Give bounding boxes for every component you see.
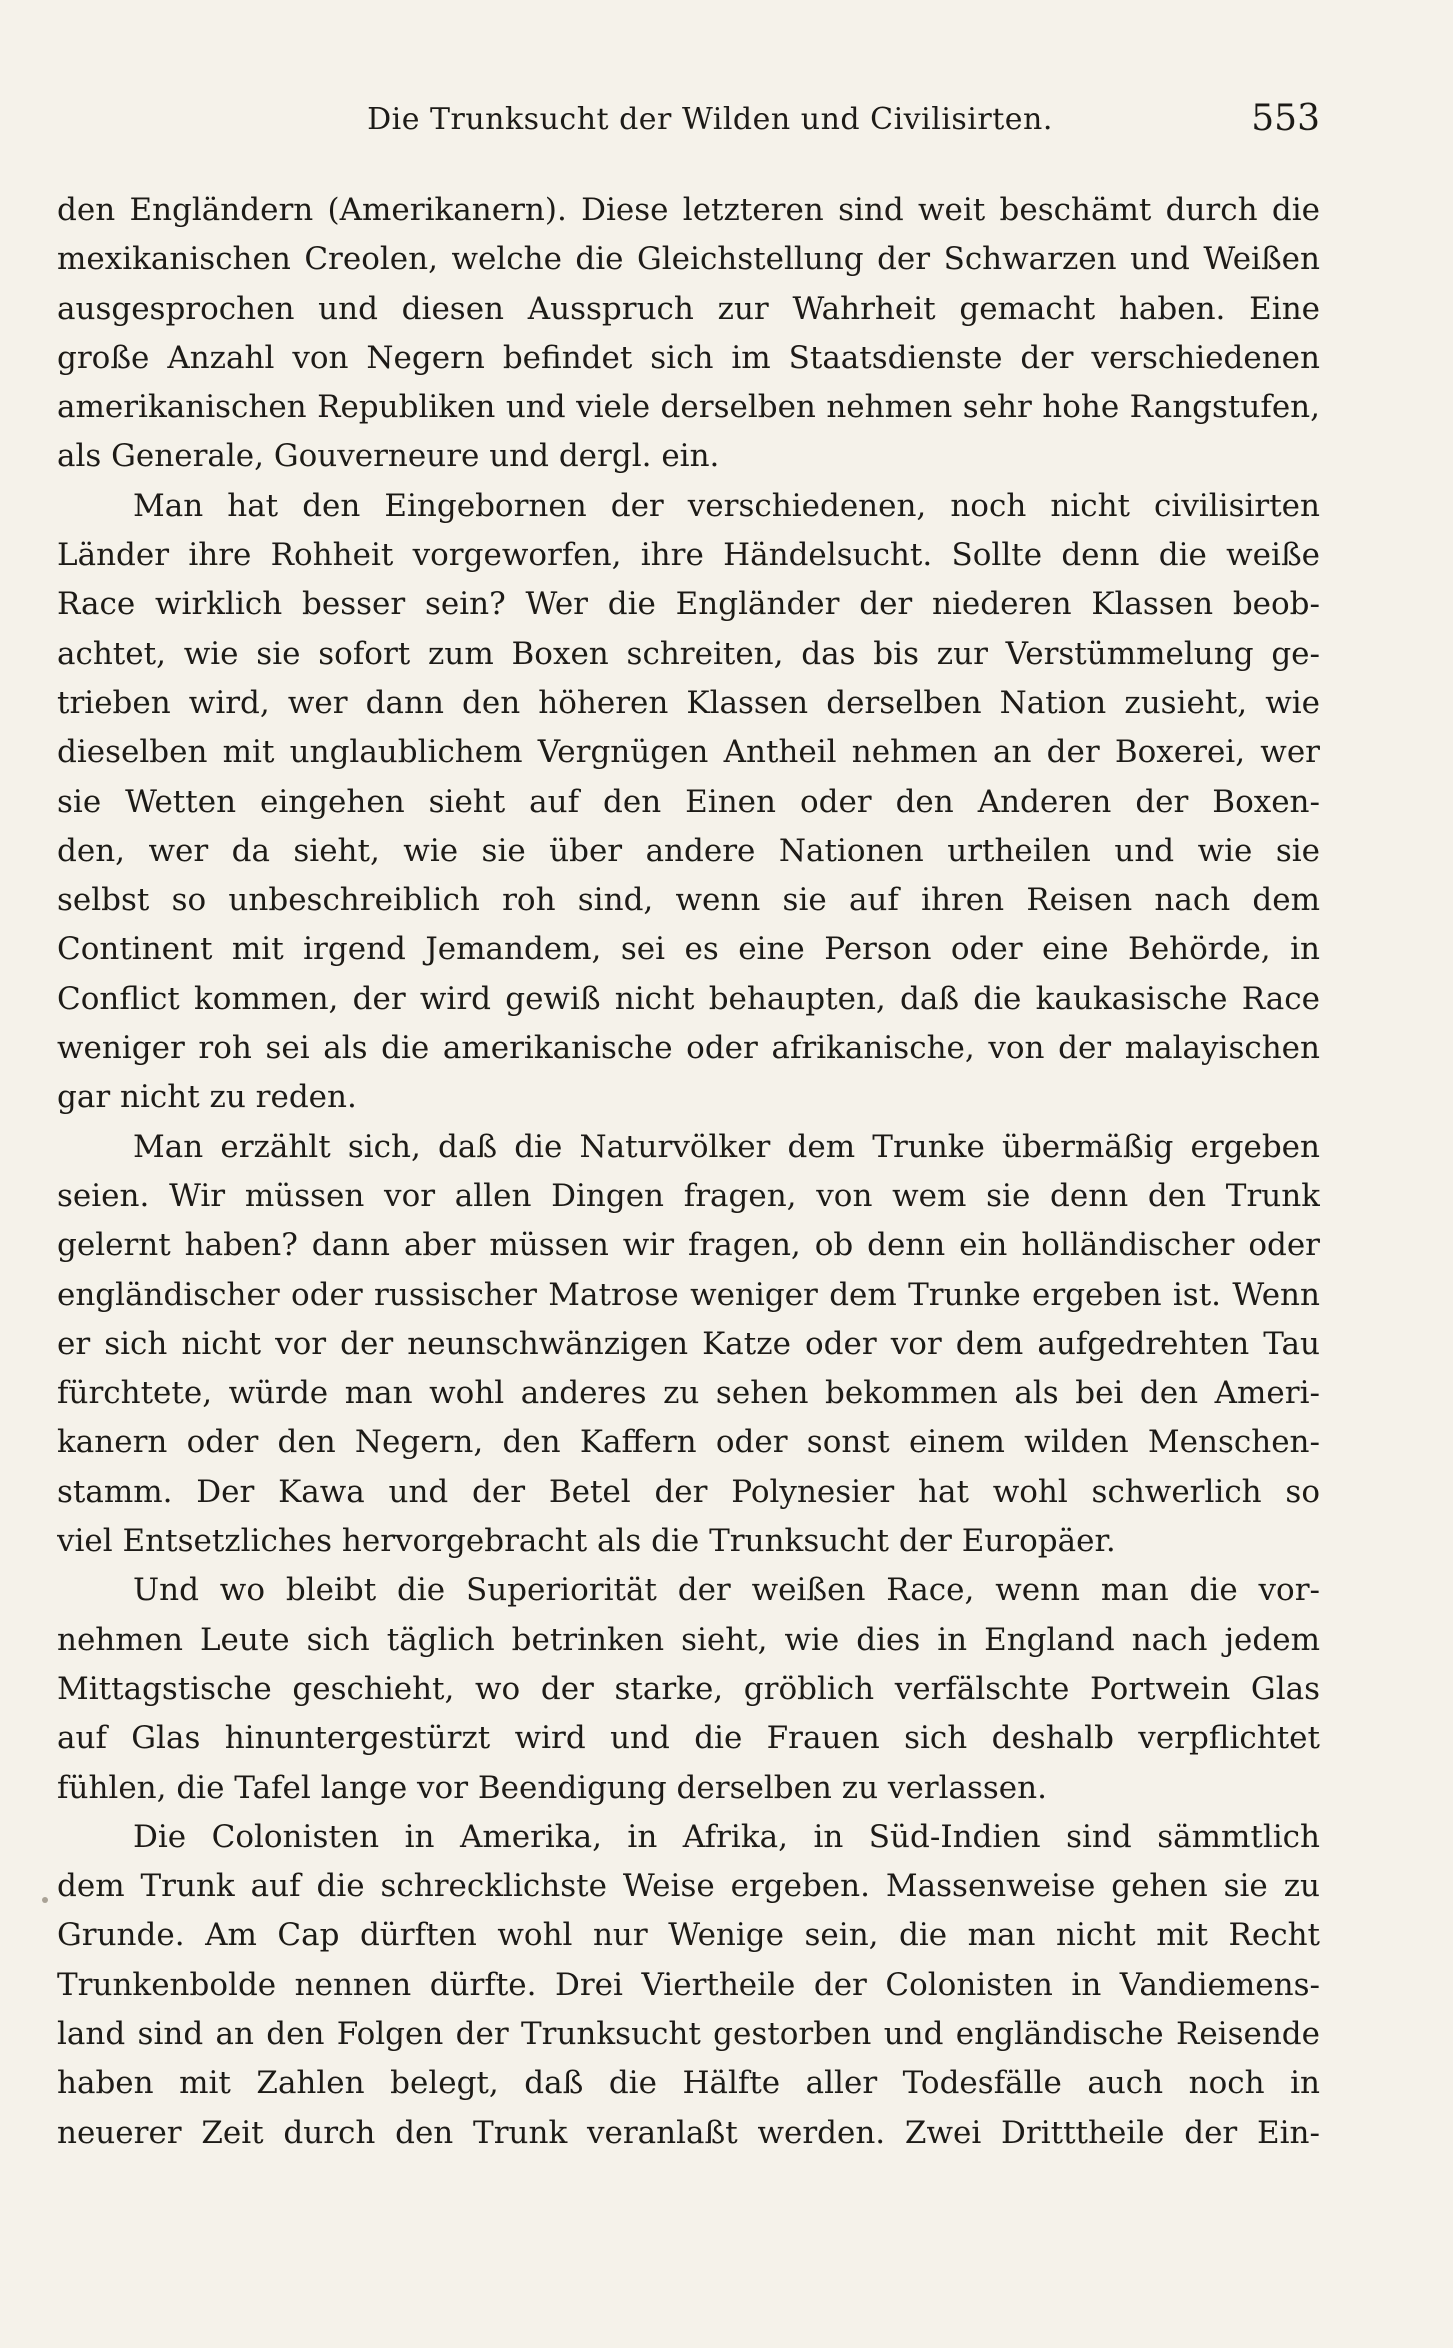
text-line: amerikanischen Republiken und viele derselben nehmen sehr hohe Rangstufen, bbox=[57, 389, 1320, 426]
page-number: 553 bbox=[1251, 98, 1320, 139]
text-line: stamm. Der Kawa und der Betel der Polynesier hat wohl schwerlich so bbox=[57, 1473, 1320, 1510]
paragraph-start: Die Colonisten in Amerika, in Afrika, in Süd-Indien sind sämmtlich bbox=[133, 1818, 1320, 1855]
text-line: Mittagstische geschieht, wo der starke, gröblich verfälschte Portwein Glas bbox=[57, 1670, 1320, 1707]
text-line: er sich nicht vor der neunschwänzigen Katze oder vor dem aufgedrehten Tau bbox=[57, 1325, 1320, 1362]
text-line: ausgesprochen und diesen Ausspruch zur Wahrheit gemacht haben. Eine bbox=[57, 290, 1320, 327]
text-line: mexikanischen Creolen, welche die Gleichstellung der Schwarzen und Weißen bbox=[57, 241, 1320, 278]
text-line: haben mit Zahlen belegt, daß die Hälfte aller Todesfälle auch noch in bbox=[57, 2065, 1320, 2102]
text-line: große Anzahl von Negern befindet sich im Staatsdienste der verschiedenen bbox=[57, 339, 1320, 376]
running-title: Die Trunksucht der Wilden und Civilisirten. bbox=[367, 102, 1053, 137]
text-line: als Generale, Gouverneure und dergl. ein. bbox=[57, 438, 720, 475]
paragraph-start: Und wo bleibt die Superiorität der weißen Race, wenn man die vor- bbox=[133, 1572, 1320, 1609]
text-line: dem Trunk auf die schrecklichste Weise ergeben. Massenweise gehen sie zu bbox=[57, 1868, 1320, 1905]
text-line: selbst so unbeschreiblich roh sind, wenn sie auf ihren Reisen nach dem bbox=[57, 882, 1320, 919]
text-line: weniger roh sei als die amerikanische oder afrikanische, von der malayischen bbox=[57, 1030, 1320, 1067]
text-line: gar nicht zu reden. bbox=[57, 1079, 357, 1116]
text-line: trieben wird, wer dann den höheren Klassen derselben Nation zusieht, wie bbox=[57, 684, 1320, 721]
text-line: seien. Wir müssen vor allen Dingen fragen, von wem sie denn den Trunk bbox=[57, 1177, 1320, 1214]
text-line: auf Glas hinuntergestürzt wird und die Frauen sich deshalb verpflichtet bbox=[57, 1720, 1320, 1757]
text-line: land sind an den Folgen der Trunksucht gestorben und engländische Reisende bbox=[57, 2015, 1320, 2052]
body-text bbox=[57, 186, 1320, 2158]
text-line: achtet, wie sie sofort zum Boxen schreiten, das bis zur Verstümmelung ge- bbox=[57, 635, 1320, 672]
text-line: fürchtete, würde man wohl anderes zu sehen bekommen als bei den Ameri- bbox=[57, 1375, 1320, 1412]
text-line: viel Entsetzliches hervorgebracht als die Trunksucht der Europäer. bbox=[57, 1523, 1116, 1560]
text-line: Race wirklich besser sein? Wer die Engländer der niederen Klassen beob- bbox=[57, 586, 1320, 623]
text-line: nehmen Leute sich täglich betrinken sieht, wie dies in England nach jedem bbox=[57, 1621, 1320, 1658]
text-line: dieselben mit unglaublichem Vergnügen Antheil nehmen an der Boxerei, wer bbox=[57, 734, 1320, 771]
text-line: Länder ihre Rohheit vorgeworfen, ihre Händelsucht. Sollte denn die weiße bbox=[57, 537, 1320, 574]
text-line: sie Wetten eingehen sieht auf den Einen oder den Anderen der Boxen- bbox=[57, 783, 1320, 820]
text-line: Conflict kommen, der wird gewiß nicht behaupten, daß die kaukasische Race bbox=[57, 980, 1320, 1017]
text-line: fühlen, die Tafel lange vor Beendigung derselben zu verlassen. bbox=[57, 1769, 1047, 1806]
text-line: gelernt haben? dann aber müssen wir fragen, ob denn ein holländischer oder bbox=[57, 1227, 1320, 1264]
text-line: kanern oder den Negern, den Kaffern oder sonst einem wilden Menschen- bbox=[57, 1424, 1320, 1461]
text-line: den Engländern (Amerikanern). Diese letzteren sind weit beschämt durch die bbox=[57, 192, 1320, 228]
paragraph-start: Man hat den Eingebornen der verschiedenen, noch nicht civilisirten bbox=[133, 487, 1320, 524]
paragraph-start: Man erzählt sich, daß die Naturvölker dem Trunke übermäßig ergeben bbox=[133, 1128, 1320, 1165]
page-header bbox=[60, 98, 1320, 152]
text-line: Continent mit irgend Jemandem, sei es eine Person oder eine Behörde, in bbox=[57, 931, 1320, 968]
text-line: engländischer oder russischer Matrose weniger dem Trunke ergeben ist. Wenn bbox=[57, 1276, 1320, 1313]
text-line: Grunde. Am Cap dürften wohl nur Wenige sein, die man nicht mit Recht bbox=[57, 1917, 1320, 1954]
text-line: neuerer Zeit durch den Trunk veranlaßt werden. Zwei Dritttheile der Ein- bbox=[57, 2114, 1320, 2151]
margin-mark bbox=[42, 1897, 48, 1903]
text-line: Trunkenbolde nennen dürfte. Drei Viertheile der Colonisten in Vandiemens- bbox=[57, 1966, 1320, 2003]
text-line: den, wer da sieht, wie sie über andere Nationen urtheilen und wie sie bbox=[57, 832, 1320, 869]
